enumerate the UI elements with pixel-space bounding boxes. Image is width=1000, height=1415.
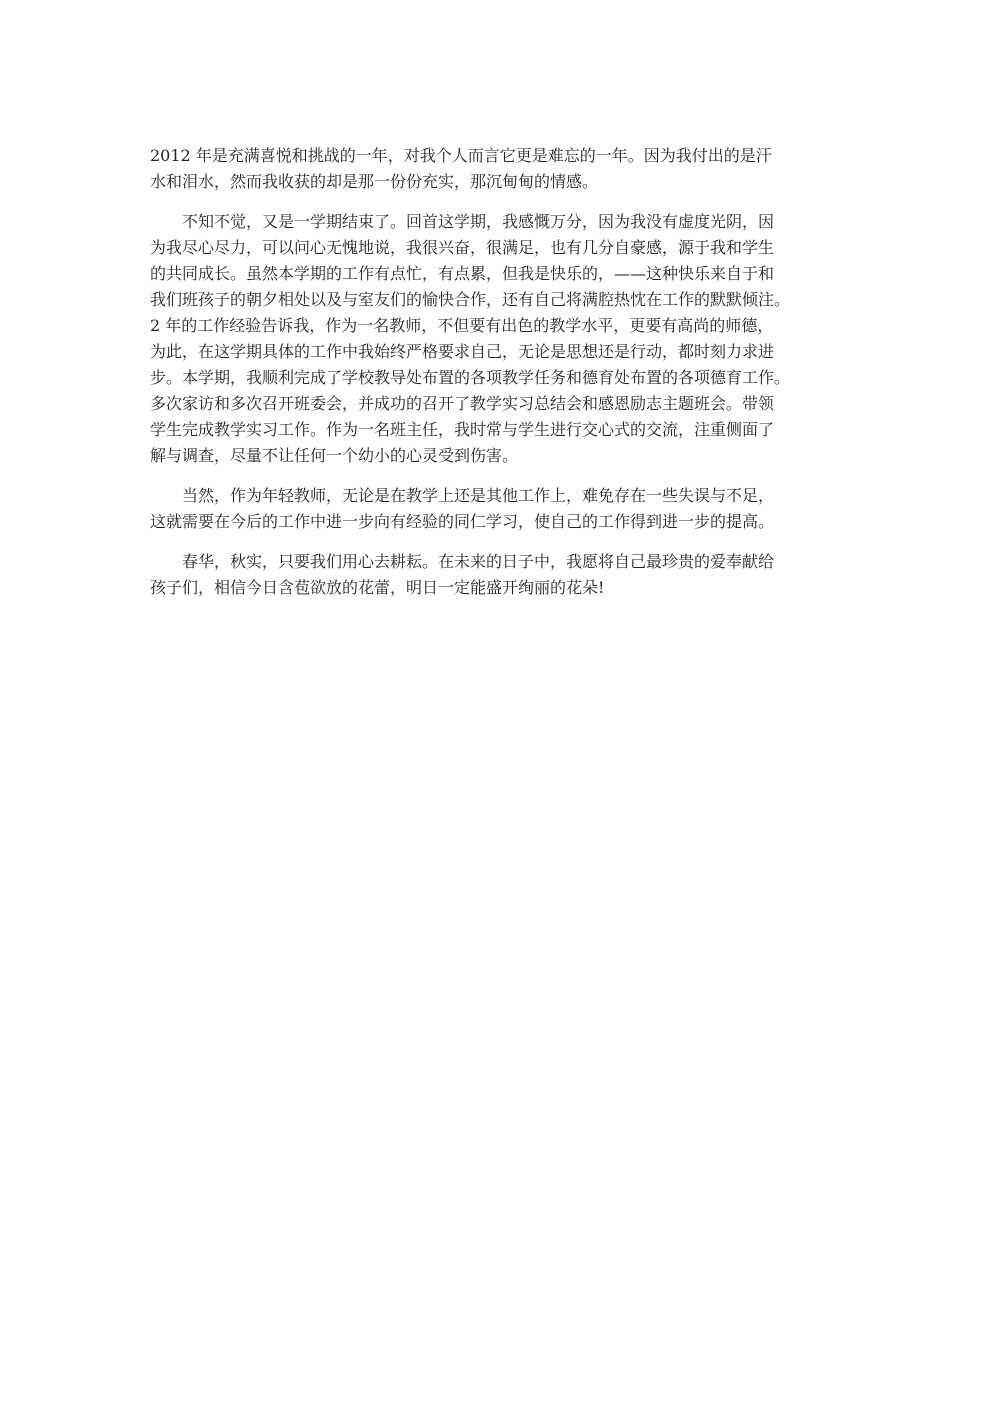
text-line: 春华，秋实，只要我们用心去耕耘。在未来的日子中，我愿将自己最珍贵的爱奉献给: [150, 552, 775, 571]
text-line: 为我尽心尽力，可以问心无愧地说，我很兴奋，很满足，也有几分自豪感，源于我和学生: [150, 238, 775, 257]
text-line: 学生完成教学实习工作。作为一名班主任，我时常与学生进行交心式的交流，注重侧面了: [150, 420, 775, 439]
paragraph-spacing: [150, 195, 850, 209]
text-line: 步。本学期，我顺利完成了学校教导处布置的各项教学任务和德育处布置的各项德育工作。: [150, 368, 791, 387]
paragraph-improvement: [150, 483, 850, 535]
text-line: 当然，作为年轻教师，无论是在教学上还是其他工作上，难免存在一些失误与不足，: [150, 486, 775, 505]
text-line: 解与调查，尽量不让任何一个幼小的心灵受到伤害。: [150, 446, 519, 465]
text-line: 这就需要在今后的工作中进一步向有经验的同仁学习，使自己的工作得到进一步的提高。: [150, 512, 775, 531]
paragraph-semester-review: [150, 209, 850, 469]
text-line: 孩子们，相信今日含苞欲放的花蕾，明日一定能盛开绚丽的花朵!: [150, 578, 605, 597]
document-body: [150, 143, 850, 601]
paragraph-spacing: [150, 535, 850, 549]
text-line: 我们班孩子的朝夕相处以及与室友们的愉快合作，还有自己将满腔热忱在工作的默默倾注。: [150, 290, 791, 309]
text-line: 2012 年是充满喜悦和挑战的一年，对我个人而言它更是难忘的一年。因为我付出的是汗: [150, 146, 772, 165]
paragraph-closing: [150, 549, 850, 601]
text-line: 不知不觉，又是一学期结束了。回首这学期，我感慨万分，因为我没有虚度光阴，因: [150, 212, 775, 231]
paragraph-intro: [150, 143, 850, 195]
text-line: 2 年的工作经验告诉我，作为一名教师，不但要有出色的教学水平，更要有高尚的师德，: [150, 316, 774, 335]
text-line: 的共同成长。虽然本学期的工作有点忙，有点累，但我是快乐的，——这种快乐来自于和: [150, 264, 775, 283]
paragraph-spacing: [150, 469, 850, 483]
text-line: 为此，在这学期具体的工作中我始终严格要求自己，无论是思想还是行动，都时刻力求进: [150, 342, 775, 361]
text-line: 水和泪水，然而我收获的却是那一份份充实，那沉甸甸的情感。: [150, 172, 599, 191]
text-line: 多次家访和多次召开班委会，并成功的召开了教学实习总结会和感恩励志主题班会。带领: [150, 394, 775, 413]
